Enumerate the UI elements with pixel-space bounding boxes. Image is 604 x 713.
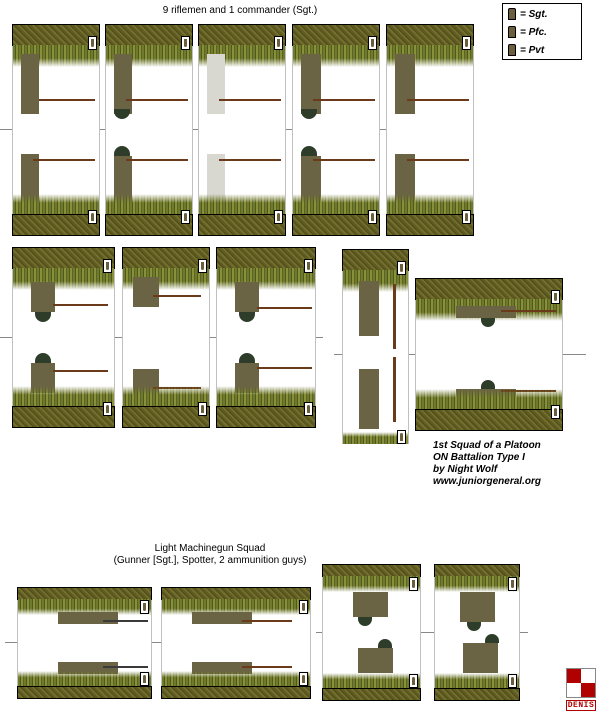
earth-strip (105, 214, 193, 236)
grass (435, 673, 519, 689)
rifle-vertical (393, 284, 396, 349)
grass (199, 194, 285, 216)
earth-strip (198, 24, 286, 46)
helmet-icon (481, 380, 495, 389)
pvt-rank-icon (299, 672, 308, 686)
pvt-rank-icon (304, 402, 313, 416)
pvt-rank-icon (462, 36, 471, 50)
earth-strip (386, 214, 474, 236)
helmet-icon (301, 109, 317, 119)
legend-item-pvt (503, 41, 581, 59)
pvt-rank-icon (181, 36, 190, 50)
counter-card (216, 247, 316, 428)
counter-card (122, 247, 210, 428)
earth-strip (12, 214, 100, 236)
earth-strip (415, 278, 563, 300)
grass (387, 194, 473, 216)
grass (323, 673, 420, 689)
pvt-rank-icon (181, 210, 190, 224)
ammo-carrier-figure (463, 643, 498, 673)
pfc-rank-icon (198, 402, 207, 416)
logo-text: DENIS (567, 701, 595, 710)
pfc-rank-icon (274, 36, 283, 50)
lmg-gunner-figure (58, 612, 118, 624)
legend-label: = Sgt. (520, 8, 548, 20)
sgt-rank-icon (140, 672, 149, 686)
pvt-rank-icon (368, 210, 377, 224)
rifle (153, 295, 201, 297)
soldier-figure (235, 282, 259, 312)
rifle (53, 370, 108, 372)
rank-legend (502, 3, 582, 60)
counter-card (342, 249, 409, 444)
denis-logo (566, 668, 596, 713)
pvt-rank-icon (304, 259, 313, 273)
lmg (103, 620, 148, 622)
lmg-section-subtitle: (Gunner [Sgt.], Spotter, 2 ammunition guys) (113, 555, 307, 566)
sgt-rank-icon (397, 430, 406, 444)
ammo-carrier-figure (358, 648, 393, 673)
pvt-rank-icon (368, 36, 377, 50)
earth-strip (12, 24, 100, 46)
earth-strip (292, 214, 380, 236)
credits-link[interactable]: www.juniorgeneral.org (433, 476, 541, 487)
earth-strip (122, 247, 210, 269)
commander-figure (359, 369, 379, 429)
pfc-rank-icon (508, 26, 516, 38)
rifle (53, 304, 108, 306)
counter-card (415, 278, 563, 431)
soldier-figure (207, 54, 225, 114)
helmet-icon (358, 617, 372, 626)
grass (416, 389, 562, 411)
helmet-icon (481, 318, 495, 327)
pvt-rank-icon (103, 402, 112, 416)
grass (217, 268, 315, 290)
helmet-icon (114, 146, 130, 156)
earth-strip (105, 24, 193, 46)
legend-item-pfc (503, 23, 581, 41)
rifle (313, 159, 375, 161)
ammo-carrier-figure (460, 592, 495, 622)
sgt-rank-icon (508, 8, 516, 20)
grass (217, 386, 315, 408)
rifle (257, 367, 312, 369)
pvt-rank-icon (299, 600, 308, 614)
rifle (257, 307, 312, 309)
pvt-rank-icon (508, 577, 517, 591)
sgt-rank-icon (88, 36, 97, 50)
grass (13, 386, 114, 408)
lmg (103, 666, 148, 668)
earth-strip (322, 688, 421, 701)
pvt-rank-icon (508, 44, 516, 56)
grass (123, 386, 209, 408)
rifle (242, 620, 292, 622)
soldier-figure (301, 54, 321, 114)
pfc-rank-icon (198, 259, 207, 273)
soldier-figure (114, 54, 132, 114)
spotter-figure (192, 612, 252, 624)
soldier-prone-figure (456, 306, 516, 318)
sgt-rank-icon (88, 210, 97, 224)
rifle (33, 159, 95, 161)
earth-strip (12, 406, 115, 428)
credits-line: ON Battalion Type I (433, 452, 525, 463)
counter-card (434, 564, 520, 701)
sgt-rank-icon (140, 600, 149, 614)
helmet-icon (485, 634, 499, 643)
helmet-icon (301, 146, 317, 156)
helmet-icon (35, 353, 51, 363)
counter-card (292, 24, 380, 236)
grass (162, 671, 310, 687)
earth-strip (216, 247, 316, 269)
rifle (407, 159, 469, 161)
counter-card (198, 24, 286, 236)
soldier-figure (31, 282, 55, 312)
pvt-rank-icon (103, 259, 112, 273)
helmet-icon (35, 312, 51, 322)
grass (323, 576, 420, 592)
pvt-rank-icon (551, 405, 560, 419)
credits-line: 1st Squad of a Platoon (433, 440, 541, 451)
grass (293, 194, 379, 216)
rifle (313, 99, 375, 101)
rifle (242, 666, 292, 668)
counter-card (17, 587, 152, 699)
rifle-vertical (393, 357, 396, 422)
grass (435, 576, 519, 592)
pvt-rank-icon (551, 290, 560, 304)
grass (13, 194, 99, 216)
earth-strip (216, 406, 316, 428)
legend-label: = Pvt (520, 44, 545, 56)
earth-strip (434, 688, 520, 701)
sgt-rank-icon (397, 261, 406, 275)
helmet-icon (378, 639, 392, 648)
counter-card (386, 24, 474, 236)
rifle (126, 99, 188, 101)
lmg-section-title: Light Machinegun Squad (154, 543, 266, 554)
pvt-rank-icon (508, 674, 517, 688)
earth-strip (17, 686, 152, 699)
counter-card (12, 24, 100, 236)
pvt-rank-icon (462, 210, 471, 224)
grass (18, 671, 151, 687)
counter-card (105, 24, 193, 236)
counter-card (161, 587, 311, 699)
soldier-figure (21, 54, 39, 114)
soldier-figure (395, 54, 415, 114)
riflemen-section-title: 9 riflemen and 1 commander (Sgt.) (162, 5, 318, 16)
legend-item-sgt (503, 5, 581, 23)
rifle (33, 99, 95, 101)
earth-strip (161, 686, 311, 699)
credits-line: by Night Wolf (433, 464, 498, 475)
checker-icon (566, 668, 596, 698)
commander-figure (359, 281, 379, 336)
counter-card (322, 564, 421, 701)
pfc-rank-icon (274, 210, 283, 224)
rifle (407, 99, 469, 101)
legend-label: = Pfc. (520, 26, 547, 38)
rifle (501, 310, 556, 312)
earth-strip (198, 214, 286, 236)
grass (13, 268, 114, 290)
rifle (126, 159, 188, 161)
helmet-icon (114, 109, 130, 119)
counter-card (12, 247, 115, 428)
rifle (219, 159, 281, 161)
pvt-rank-icon (409, 674, 418, 688)
grass (106, 194, 192, 216)
soldier-figure (133, 277, 159, 307)
earth-strip (122, 406, 210, 428)
ammo-carrier-figure (353, 592, 388, 617)
helmet-icon (467, 622, 481, 631)
credits (433, 440, 541, 488)
earth-strip (292, 24, 380, 46)
helmet-icon (239, 312, 255, 322)
earth-strip (12, 247, 115, 269)
helmet-icon (239, 353, 255, 363)
pvt-rank-icon (409, 577, 418, 591)
earth-strip (386, 24, 474, 46)
earth-strip (415, 409, 563, 431)
rifle (219, 99, 281, 101)
